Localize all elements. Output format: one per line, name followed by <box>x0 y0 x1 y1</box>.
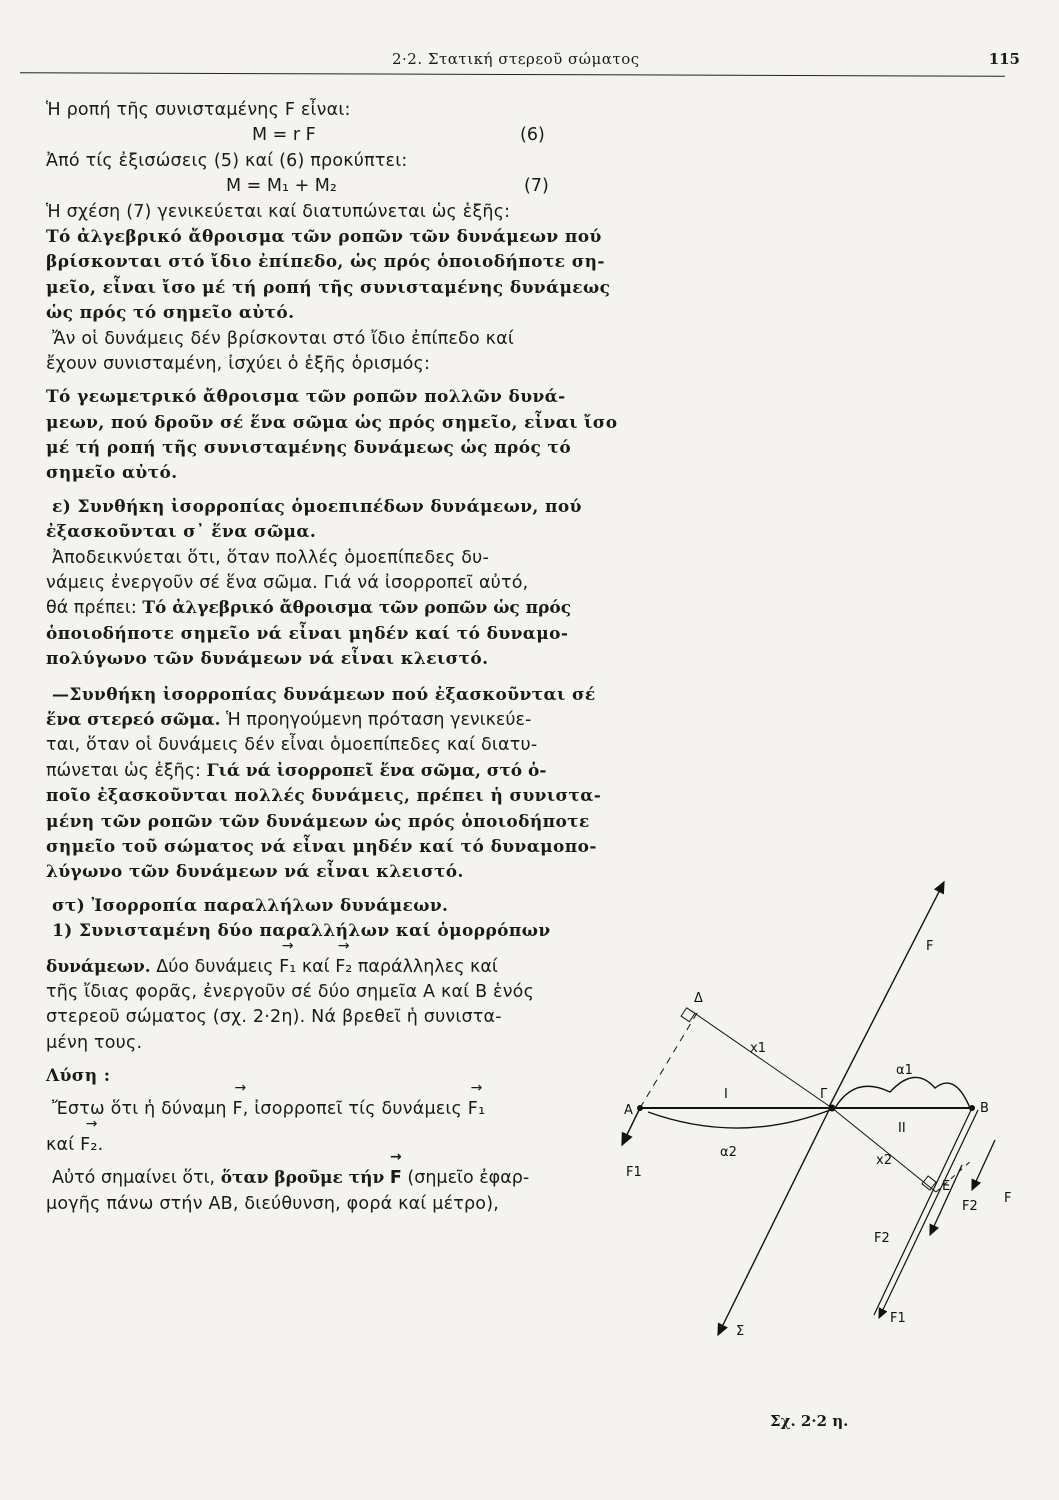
text-line: μεῖο, εἶναι ἴσο μέ τή ροπή τῆς συνισταμένης δυνάμεως <box>46 277 611 298</box>
label-F2-lower: F2 <box>874 1231 890 1246</box>
page-number: 115 <box>988 50 1020 68</box>
text-line: σημεῖο τοῦ σώματος νά εἶναι μηδέν καί τό δυναμοπο- <box>46 836 597 857</box>
label-G: Γ <box>820 1087 828 1102</box>
text-line: σημεῖο αὐτό. <box>46 463 178 484</box>
label-F-top: F <box>926 939 934 954</box>
text-line: μένη τῶν ροπῶν τῶν δυνάμεων ὡς πρός ὁποιοδήποτε <box>46 811 590 832</box>
page-header <box>20 44 1020 80</box>
text-line: πώνεται ὡς ἑξῆς: Γιά νά ἰσορροπεῖ ἕνα σῶμα, στό ὁ- <box>46 760 547 781</box>
equation-line <box>46 123 591 148</box>
text-line: ποῖο ἐξασκοῦνται πολλές δυνάμεις, πρέπει ἡ συνιστα- <box>46 786 602 807</box>
text-line: Τό γεωμετρικό ἄθροισμα τῶν ροπῶν πολλῶν δυνά- <box>46 387 566 408</box>
label-x2: x2 <box>876 1153 892 1168</box>
right-angle-D <box>681 1008 695 1022</box>
text-line: καί → F₂. <box>46 1133 591 1158</box>
running-title: 2·2. Στατική στερεοῦ σώματος <box>392 50 640 68</box>
text-line: θά πρέπει: Τό ἀλγεβρικό ἄθροισμα τῶν ροπῶν ὡς πρός <box>46 598 572 619</box>
label-E: Ε <box>942 1179 951 1194</box>
label-II: II <box>898 1121 906 1136</box>
text-line: Τό ἀλγεβρικό ἄθροισμα τῶν ροπῶν τῶν δυνάμεων πού <box>46 226 602 247</box>
vector-F2: → F₂. <box>80 1133 103 1158</box>
text-line: ται, ὅταν οἱ δυνάμεις δέν εἶναι ὁμοεπίπεδες καί διατυ- <box>46 735 538 756</box>
text-line: Ἄν οἱ δυνάμεις δέν βρίσκονται στό ἴδιο ἐπίπεδο καί <box>52 328 515 349</box>
resultant-line-lower <box>718 1108 830 1335</box>
text-line: λύγωνο τῶν δυνάμεων νά εἶναι κλειστό. <box>46 862 464 883</box>
point-A <box>637 1105 643 1111</box>
F-vector-right <box>972 1140 995 1190</box>
arc-a2 <box>648 1110 830 1128</box>
label-F2-right: F2 <box>962 1199 978 1214</box>
section-heading: Λύση : <box>46 1066 111 1087</box>
equation-number: (6) <box>520 125 545 146</box>
text-column <box>46 98 618 1217</box>
text-line: ἔχουν συνισταμένη, ἰσχύει ὁ ἑξῆς ὁρισμός: <box>46 353 431 374</box>
section-heading: —Συνθήκη ἰσορροπίας δυνάμεων πού ἐξασκοῦνται σέ <box>52 684 596 705</box>
text-line: Ἔστω ὅτι ἡ δύναμη → F, ἰσορροπεῖ τίς δυνάμεις → F₁ <box>46 1097 591 1122</box>
label-x1: x1 <box>750 1041 766 1056</box>
text-line: ὡς πρός τό σημεῖο αὐτό. <box>46 303 295 324</box>
text-line: Αὐτό σημαίνει ὅτι, ὅταν βροῦμε τήν → F (σημεῖο ἐφαρ- <box>46 1166 591 1191</box>
x2-perpendicular <box>832 1108 936 1192</box>
equation: M = M₁ + M₂ <box>226 176 337 197</box>
vector-F: → F, <box>232 1097 248 1122</box>
label-D: Δ <box>694 991 703 1006</box>
vector-F2: → F₂ <box>335 955 352 980</box>
text-line: Ἡ σχέση (7) γενικεύεται καί διατυπώνεται ὡς ἑξῆς: <box>46 201 511 222</box>
vector-F1: → F₁ <box>279 955 296 980</box>
equation: M = r F <box>252 125 316 146</box>
section-heading: ε) Συνθήκη ἰσορροπίας ὁμοεπιπέδων δυνάμεων, πού <box>52 496 582 517</box>
vector-F: → F <box>390 1166 402 1191</box>
label-A: A <box>624 1103 633 1118</box>
F1-force-line-2 <box>879 1110 978 1318</box>
text-line: τῆς ἴδιας φορᾶς, ἐνεργοῦν σέ δύο σημεῖα Α καί Β ἑνός <box>46 981 535 1002</box>
text-line: ἕνα στερεό σῶμα. Ἡ προηγούμενη πρόταση γενικεύε- <box>46 709 532 730</box>
text-line: μένη τους. <box>46 1032 143 1053</box>
label-S: Σ <box>736 1324 745 1339</box>
label-a1: α1 <box>896 1063 913 1078</box>
label-F1-lower: F1 <box>890 1311 906 1326</box>
header-rule <box>20 72 1005 76</box>
vector-F1: → F₁ <box>468 1097 485 1122</box>
force-diagram <box>600 860 1040 1420</box>
point-B <box>969 1105 975 1111</box>
section-heading: 1) Συνισταμένη δύο παραλλήλων καί ὁμορρόπων <box>52 921 551 942</box>
label-F-right: F <box>1004 1191 1012 1206</box>
text-line: Ἡ ροπή τῆς συνισταμένης F εἶναι: <box>46 100 351 120</box>
text-line: μεων, πού δροῦν σέ ἕνα σῶμα ὡς πρός σημεῖο, εἶναι ἴσο <box>46 412 618 433</box>
text-line: μογῆς πάνω στήν ΑΒ, διεύθυνση, φορά καί μέτρο), <box>46 1193 500 1214</box>
label-F1-left: F1 <box>626 1165 642 1180</box>
text-line: βρίσκονται στό ἴδιο ἐπίπεδο, ὡς πρός ὁποιοδήποτε ση- <box>46 252 605 273</box>
resultant-line <box>829 882 944 1107</box>
figure-caption: Σχ. 2·2 η. <box>770 1412 849 1430</box>
equation-number: (7) <box>524 176 549 197</box>
text-line: ἐξασκοῦνται σ᾿ ἕνα σῶμα. <box>46 522 317 543</box>
text-line: Ἀπό τίς ἐξισώσεις (5) καί (6) προκύπτει: <box>46 150 408 171</box>
text-line: δυνάμεων. Δύο δυνάμεις → F₁ καί → F₂ παράλληλες καί <box>46 955 591 980</box>
arc-a1 <box>835 1077 970 1108</box>
F1-force-line <box>874 1108 972 1315</box>
text-line: Ἀποδεικνύεται ὅτι, ὅταν πολλές ὁμοεπίπεδες δυ- <box>52 547 489 568</box>
label-a2: α2 <box>720 1145 737 1160</box>
label-B: B <box>980 1101 989 1116</box>
x1-perpendicular <box>690 1010 832 1108</box>
section-heading: στ) Ἰσορροπία παραλλήλων δυνάμεων. <box>52 895 449 916</box>
text-line: ὁποιοδήποτε σημεῖο νά εἶναι μηδέν καί τό δυναμο- <box>46 623 569 644</box>
equation-line <box>46 174 591 199</box>
text-line: πολύγωνο τῶν δυνάμεων νά εἶναι κλειστό. <box>46 649 489 670</box>
text-line: νάμεις ἐνεργοῦν σέ ἕνα σῶμα. Γιά νά ἰσορροπεῖ αὐτό, <box>46 573 529 594</box>
point-G <box>829 1105 836 1112</box>
dashed-line-A <box>640 1008 700 1108</box>
label-I: I <box>724 1087 728 1102</box>
text-line: μέ τή ροπή τῆς συνισταμένης δυνάμεως ὡς πρός τό <box>46 438 572 459</box>
text-line: στερεοῦ σώματος (σχ. 2·2η). Νά βρεθεῖ ἡ συνιστα- <box>46 1007 502 1028</box>
